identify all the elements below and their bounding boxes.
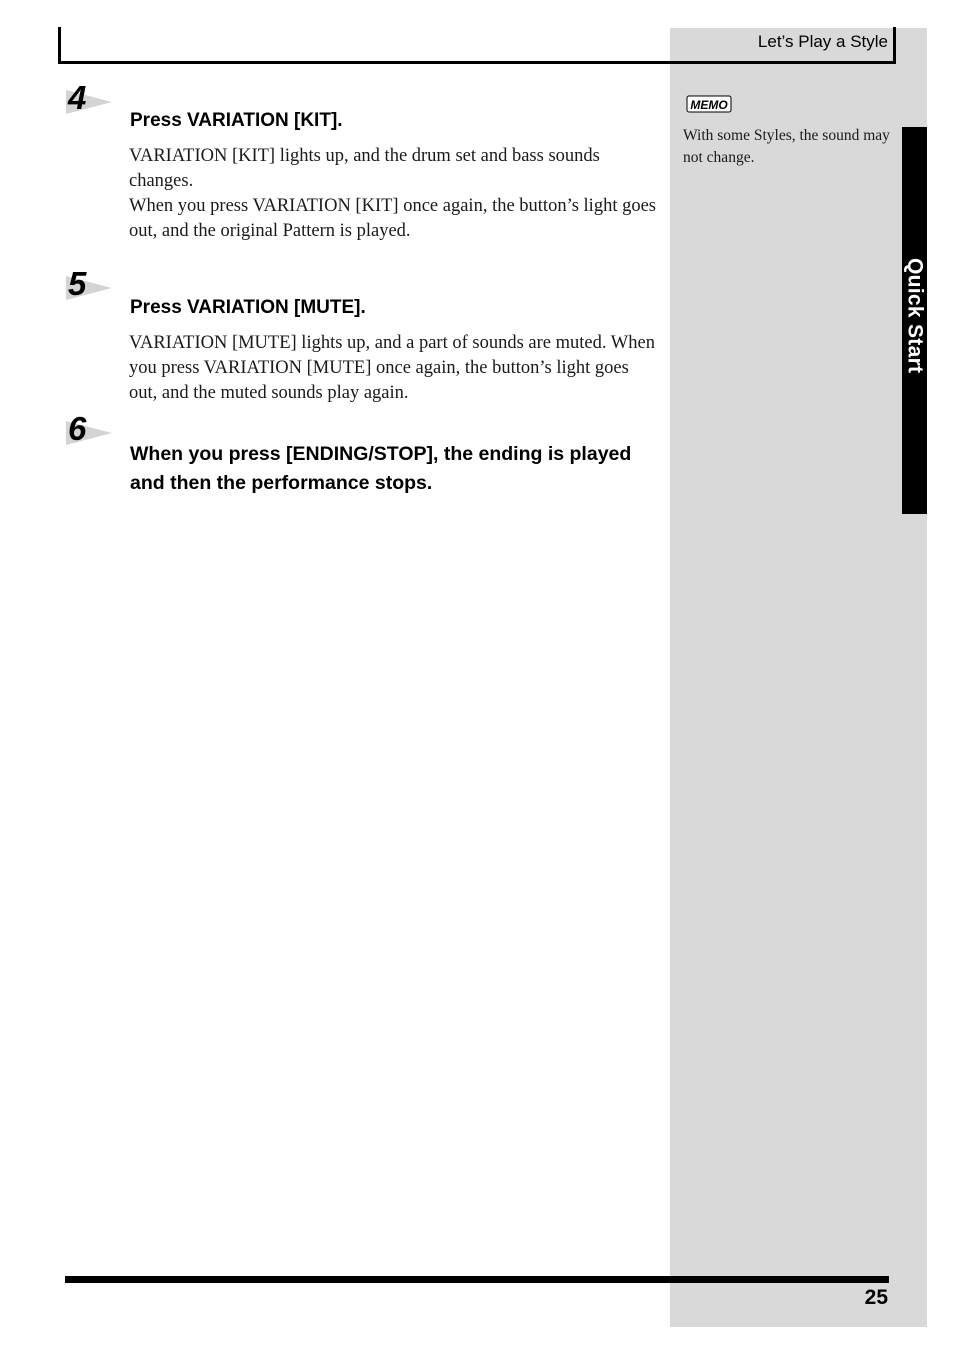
step-marker-4	[66, 79, 114, 122]
header-rule	[58, 61, 896, 64]
section-tab-label: Quick Start	[903, 258, 927, 374]
page-number: 25	[864, 1286, 888, 1309]
step-marker-5	[66, 265, 114, 308]
header-right-bracket	[893, 27, 896, 64]
header-left-bracket	[58, 27, 61, 64]
step-number: 6	[68, 410, 87, 447]
step-marker-6	[66, 410, 114, 453]
memo-text: With some Styles, the sound may not change.	[683, 127, 890, 166]
memo-icon-label: MEMO	[690, 98, 728, 112]
footer-rule	[65, 1276, 889, 1283]
step-paragraph: VARIATION [MUTE] lights up, and a part of sounds are muted. When you press VARIATION [MUTE] once again, the button’s light goes out, and the muted sounds play again.	[129, 333, 655, 403]
step-heading: When you press [ENDING/STOP], the ending is played and then the performance stops.	[130, 443, 632, 494]
step-number: 5	[68, 265, 87, 302]
section-tab-label-wrap	[902, 127, 927, 514]
memo-icon	[686, 93, 734, 115]
step-heading: Press VARIATION [MUTE].	[130, 297, 366, 318]
running-header-title: Let’s Play a Style	[757, 32, 888, 51]
side-margin-column	[670, 28, 927, 1327]
step-number: 4	[68, 79, 87, 116]
step-heading: Press VARIATION [KIT].	[130, 110, 343, 131]
step-paragraph: When you press VARIATION [KIT] once again, the button’s light goes out, and the original Pattern is played.	[129, 196, 656, 241]
step-paragraph: VARIATION [KIT] lights up, and the drum set and bass sounds changes.	[129, 146, 600, 191]
step-body	[129, 144, 659, 244]
step-body	[129, 331, 659, 406]
